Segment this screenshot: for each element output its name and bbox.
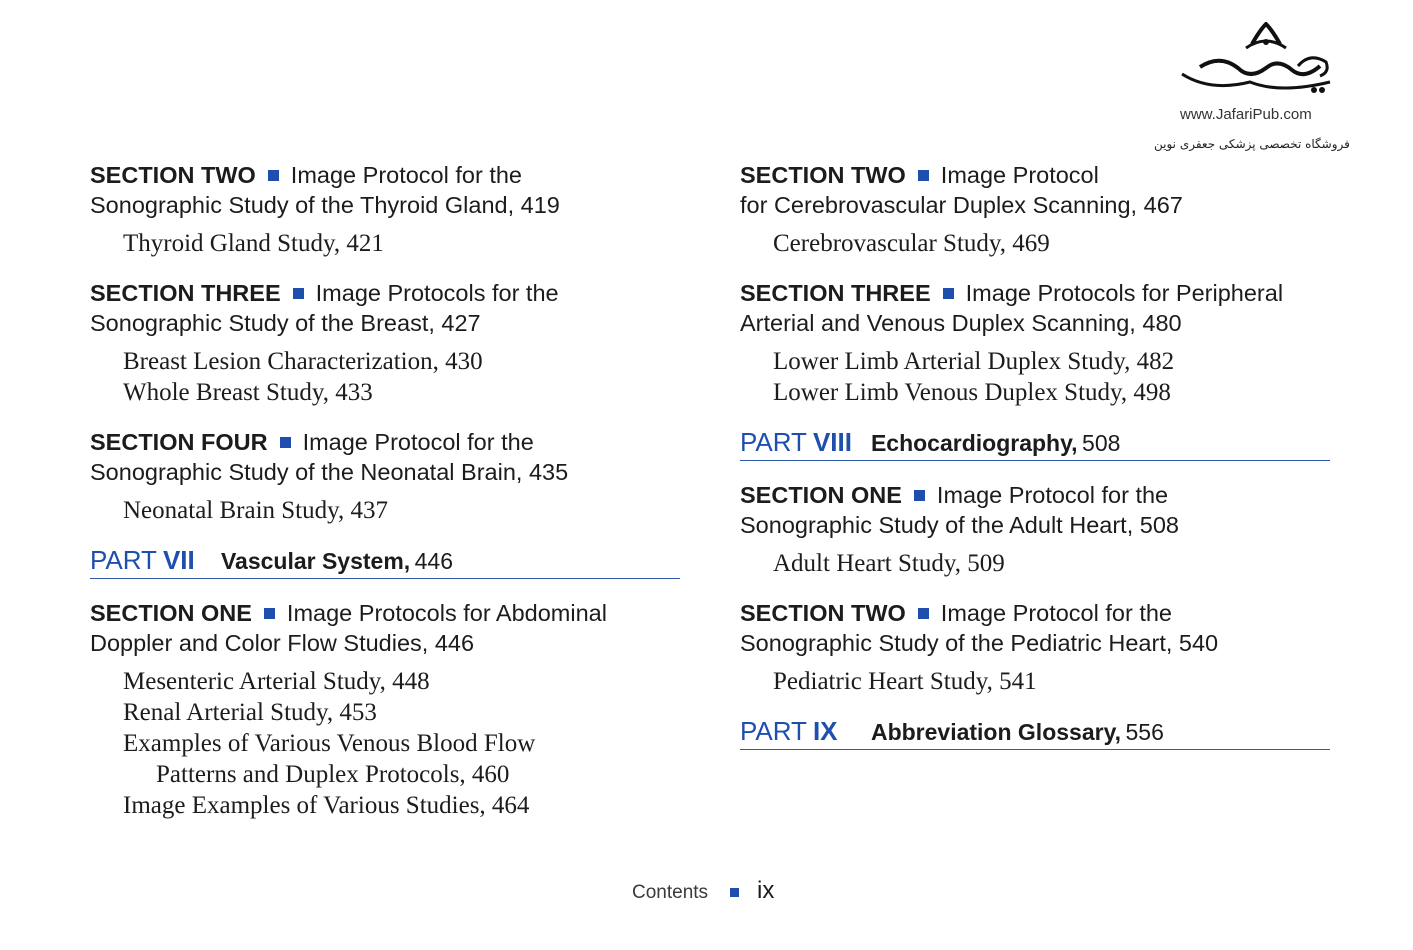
toc-section <box>90 160 680 259</box>
section-label: SECTION ONE <box>740 482 902 508</box>
toc-entry: Cerebrovascular Study, 469 <box>773 230 1050 257</box>
toc-entry: Image Examples of Various Studies, 464 <box>123 792 530 819</box>
part-heading <box>740 716 1330 750</box>
section-title-line1: Image Protocol for the <box>936 482 1169 508</box>
toc-entries <box>740 228 1330 259</box>
square-bullet-icon <box>918 608 929 619</box>
section-label: SECTION TWO <box>740 600 906 626</box>
square-bullet-icon <box>918 170 929 181</box>
toc-entry: Lower Limb Venous Duplex Study, 498 <box>773 379 1171 406</box>
toc-section <box>740 278 1330 408</box>
toc-entries <box>90 228 680 259</box>
publisher-url: www.JafariPub.com <box>1180 106 1312 123</box>
toc-entry: Whole Breast Study, 433 <box>123 379 373 406</box>
toc-entries <box>740 666 1330 697</box>
toc-entries <box>740 346 1330 408</box>
toc-entry: Pediatric Heart Study, 541 <box>773 668 1037 695</box>
part-title: Echocardiography, <box>870 430 1078 456</box>
toc-section <box>90 598 680 821</box>
toc-entry: Mesenteric Arterial Study, 448 <box>123 668 430 695</box>
part-number: IX <box>812 716 838 746</box>
toc-entry: Thyroid Gland Study, 421 <box>123 230 384 257</box>
toc-entry: Adult Heart Study, 509 <box>773 550 1005 577</box>
part-page: 556 <box>1125 719 1164 745</box>
section-label: SECTION TWO <box>90 162 256 188</box>
toc-section <box>740 480 1330 579</box>
section-title-line2: Sonographic Study of the Thyroid Gland, 419 <box>90 192 560 218</box>
square-bullet-icon <box>730 888 739 897</box>
section-heading <box>90 427 680 487</box>
section-label: SECTION ONE <box>90 600 252 626</box>
calligraphy-logo-icon <box>1180 22 1350 102</box>
part-page: 508 <box>1082 430 1121 456</box>
section-title-line1: Image Protocols for Peripheral <box>965 280 1284 306</box>
square-bullet-icon <box>264 608 275 619</box>
toc-section <box>90 278 680 408</box>
part-number: VII <box>162 545 195 575</box>
page-number: ix <box>757 877 775 904</box>
right-column <box>740 160 1330 769</box>
part-title: Abbreviation Glossary, <box>870 719 1122 745</box>
section-title-line1: Image Protocol for the <box>940 600 1172 626</box>
square-bullet-icon <box>293 288 304 299</box>
part-number: VIII <box>812 427 852 457</box>
toc-entries <box>740 548 1330 579</box>
section-heading <box>90 598 680 658</box>
section-title-line2: Sonographic Study of the Neonatal Brain, 435 <box>90 459 569 485</box>
square-bullet-icon <box>280 437 291 448</box>
section-heading <box>90 160 680 220</box>
part-title: Vascular System, <box>220 548 411 574</box>
section-title-line2: Arterial and Venous Duplex Scanning, 480 <box>740 310 1182 336</box>
toc-section <box>740 598 1330 697</box>
square-bullet-icon <box>914 490 925 501</box>
publisher-tagline: فروشگاه تخصصی پزشکی جعفری نوین <box>1154 137 1350 151</box>
section-label: SECTION THREE <box>90 280 281 306</box>
section-title-line1: Image Protocol for the <box>302 429 534 455</box>
toc-entry: Breast Lesion Characterization, 430 <box>123 348 483 375</box>
section-heading <box>740 598 1330 658</box>
square-bullet-icon <box>268 170 279 181</box>
toc-entry: Examples of Various Venous Blood Flow <box>123 730 536 757</box>
part-heading <box>740 427 1330 461</box>
footer-label: Contents <box>632 882 709 903</box>
toc-entries <box>90 346 680 408</box>
section-title-line1: Image Protocols for the <box>315 280 559 306</box>
square-bullet-icon <box>943 288 954 299</box>
section-title-line2: for Cerebrovascular Duplex Scanning, 467 <box>740 192 1183 218</box>
section-title-line1: Image Protocol for the <box>290 162 522 188</box>
section-title-line2: Sonographic Study of the Breast, 427 <box>90 310 481 336</box>
section-label: SECTION FOUR <box>90 429 268 455</box>
part-page: 446 <box>414 548 454 574</box>
toc-entry: Lower Limb Arterial Duplex Study, 482 <box>773 348 1175 375</box>
section-heading <box>740 278 1330 338</box>
toc-entry: Patterns and Duplex Protocols, 460 <box>156 761 510 788</box>
toc-section <box>740 160 1330 259</box>
toc-entry: Renal Arterial Study, 453 <box>123 699 377 726</box>
part-heading <box>90 545 680 579</box>
section-title-line2: Doppler and Color Flow Studies, 446 <box>90 630 475 656</box>
part-word: PART <box>90 545 157 575</box>
section-title-line2: Sonographic Study of the Pediatric Heart, 540 <box>740 630 1219 656</box>
page-footer <box>632 877 774 905</box>
toc-entry: Neonatal Brain Study, 437 <box>123 497 389 524</box>
left-column <box>90 160 680 840</box>
section-title-line1: Image Protocol <box>940 162 1099 188</box>
section-title-line1: Image Protocols for Abdominal <box>286 600 607 626</box>
section-heading <box>740 160 1330 220</box>
toc-entries <box>90 666 680 821</box>
section-heading <box>90 278 680 338</box>
section-label: SECTION TWO <box>740 162 906 188</box>
publisher-logo <box>1150 22 1370 160</box>
part-word: PART <box>740 427 807 457</box>
toc-entries <box>90 495 680 526</box>
section-title-line2: Sonographic Study of the Adult Heart, 508 <box>740 512 1179 538</box>
part-word: PART <box>740 716 807 746</box>
toc-section <box>90 427 680 526</box>
section-heading <box>740 480 1330 540</box>
section-label: SECTION THREE <box>740 280 931 306</box>
